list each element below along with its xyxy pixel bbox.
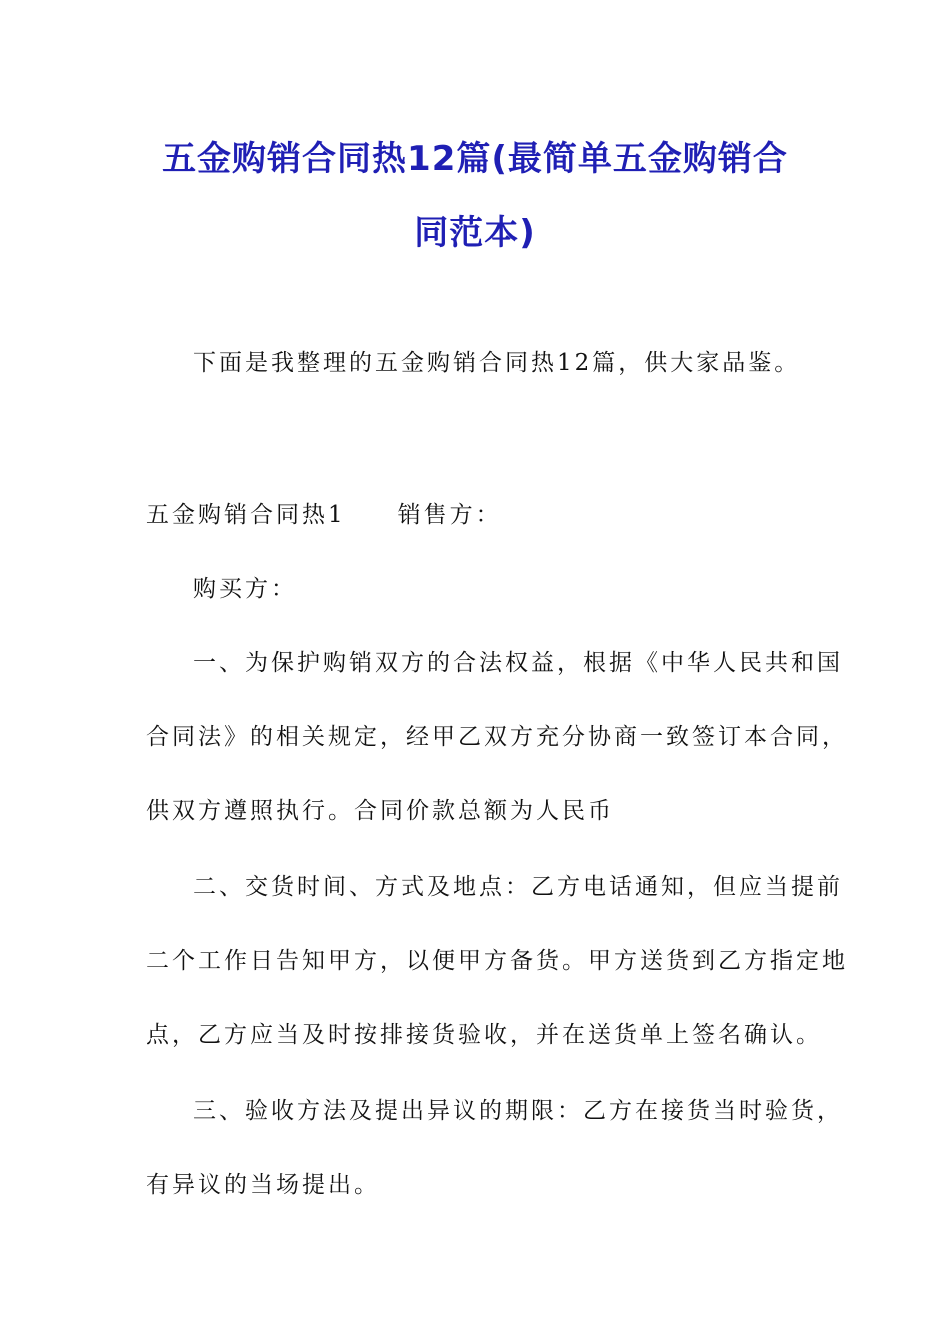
paragraph-3-line-2: 有异议的当场提出。 — [146, 1172, 380, 1198]
paragraph-1-line-3: 供双方遵照执行。合同价款总额为人民币 — [146, 798, 614, 824]
paragraph-2-line-2: 二个工作日告知甲方，以便甲方备货。甲方送货到乙方指定地 — [146, 948, 848, 974]
title-line-1: 五金购销合同热12篇(最简单五金购销合 — [162, 139, 788, 179]
intro-paragraph: 下面是我整理的五金购销合同热12篇，供大家品鉴。 — [193, 350, 801, 376]
paragraph-2-line-3: 点，乙方应当及时按排接货验收，并在送货单上签名确认。 — [146, 1022, 822, 1048]
section-heading-line — [146, 496, 502, 529]
paragraph-2-line-1: 二、交货时间、方式及地点：乙方电话通知，但应当提前 — [193, 874, 843, 900]
title-line-2: 同范本) — [414, 213, 536, 253]
paragraph-3-line-1: 三、验收方法及提出异议的期限：乙方在接货当时验货， — [193, 1098, 843, 1124]
section-heading: 五金购销合同热1 — [146, 502, 346, 528]
paragraph-1-line-1: 一、为保护购销双方的合法权益，根据《中华人民共和国 — [193, 650, 843, 676]
seller-label: 销售方： — [397, 502, 502, 528]
buyer-label: 购买方： — [193, 576, 297, 602]
paragraph-1-line-2: 合同法》的相关规定，经甲乙双方充分协商一致签订本合同， — [146, 724, 848, 750]
document-title — [130, 122, 820, 270]
